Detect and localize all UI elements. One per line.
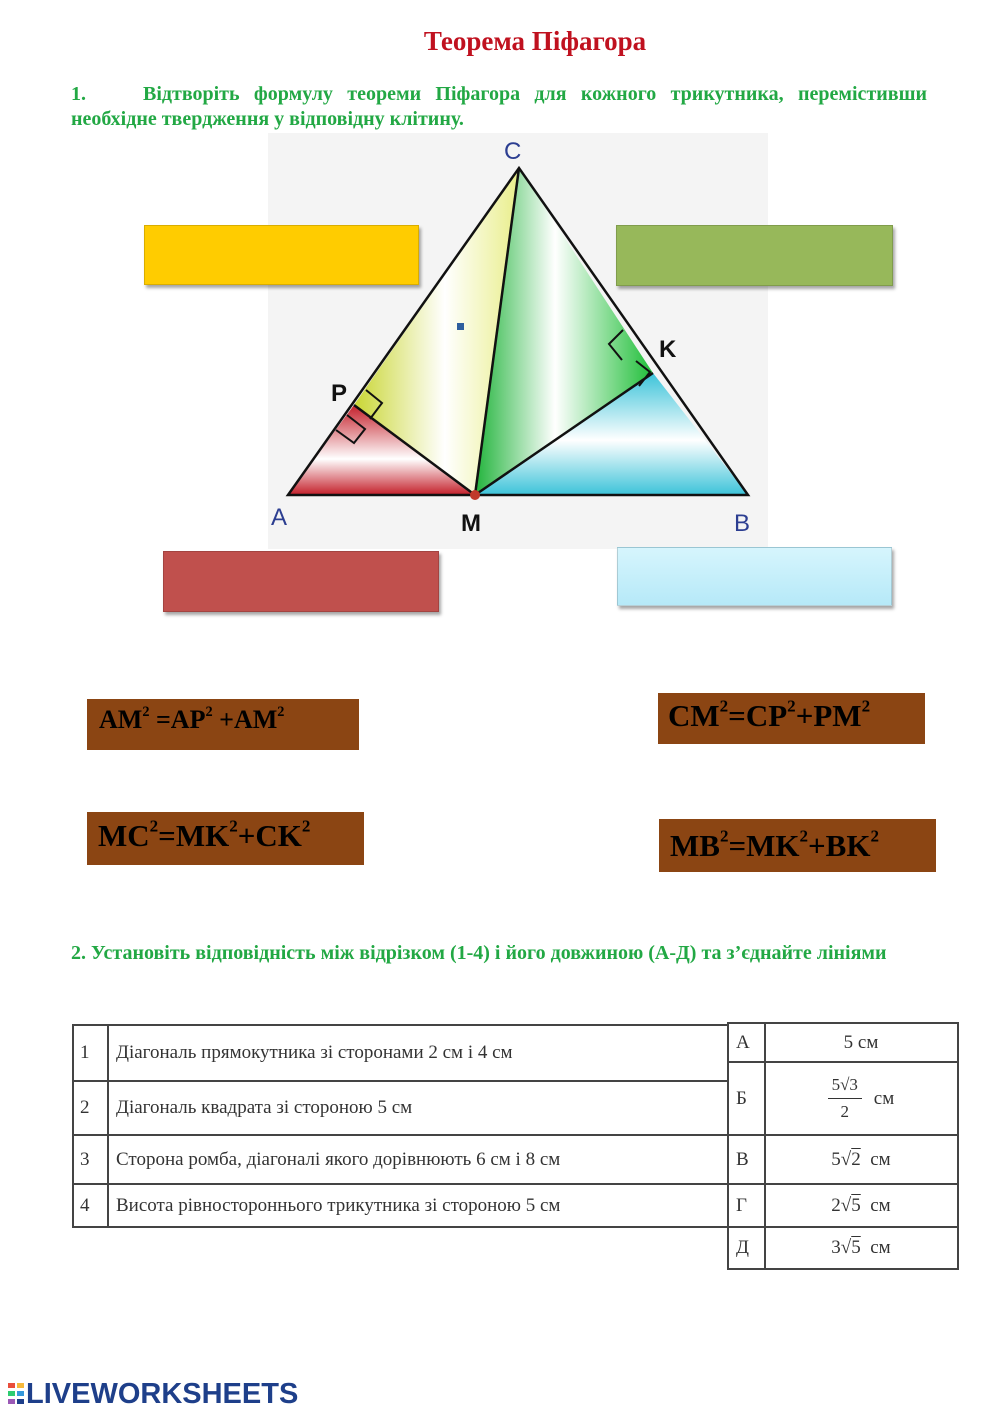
formula-tile-mc[interactable]: [87, 812, 364, 865]
formula-term: +BK: [808, 828, 871, 863]
answer-b-unit: см: [873, 1087, 895, 1109]
answer-d-letter: Д: [736, 1237, 749, 1258]
formula-exponent: 2: [301, 816, 311, 836]
formula-exponent: 2: [719, 696, 729, 716]
answer-v-value: [766, 1136, 956, 1183]
answer-g-coef: 2: [831, 1194, 841, 1216]
formula-exponent: 2: [205, 703, 213, 720]
formula-tile-mb[interactable]: [659, 819, 936, 872]
answer-b-letter: Б: [736, 1087, 747, 1109]
label-m: M: [461, 510, 481, 537]
formula-exponent: 2: [277, 703, 285, 720]
label-a: A: [271, 504, 288, 531]
page-title: Теорема Піфагора: [423, 26, 647, 56]
answer-d-coef: 3: [831, 1237, 841, 1258]
marker-dot: [457, 323, 464, 330]
fraction: [828, 1075, 862, 1122]
row-3-text: Сторона ромба, діагоналі якого дорівнюють 6 см і 8 см: [116, 1148, 561, 1170]
row-2-number: 2: [80, 1097, 90, 1118]
task-1-number: 1.: [71, 83, 86, 105]
label-p: P: [331, 380, 348, 407]
formula-term: CM: [668, 698, 720, 733]
formula-exponent: 2: [787, 696, 796, 716]
answer-a-value: 5 см: [843, 1031, 879, 1053]
task-1-text: Відтворіть формулу теореми Піфагора для кожного трикутника, перемістивши необхідне твердження у відповідну клітину.: [71, 83, 927, 130]
row-1-number: 1: [80, 1042, 90, 1063]
formula-term: AM: [99, 705, 143, 734]
logo-text: LIVEWORKSHEETS: [26, 1378, 299, 1410]
formula-term: =MK: [728, 828, 800, 863]
task-2-instructions: 2. Установіть відповідність між відрізком (1-4) і його довжиною (А-Д) та з’єднайте лініями: [71, 942, 887, 964]
answer-g-radicand: 5: [851, 1194, 861, 1216]
answer-d-value: [766, 1228, 956, 1268]
drop-zone-green[interactable]: [616, 225, 893, 286]
formula-tile-am[interactable]: [87, 699, 359, 750]
liveworksheets-logo[interactable]: [8, 1378, 298, 1411]
label-b: B: [734, 510, 751, 537]
drop-zone-red[interactable]: [163, 551, 439, 612]
fraction-numerator: 5√3: [831, 1075, 858, 1094]
triangle-figure: [268, 133, 768, 549]
formula-term: =MK: [158, 818, 230, 853]
logo-grid-icon: [8, 1383, 24, 1405]
answer-v-coef: 5: [831, 1148, 841, 1170]
formula-exponent: 2: [719, 826, 729, 846]
formula-term: =AP: [149, 705, 206, 734]
sqrt-icon: √: [840, 1237, 852, 1258]
row-4-text: Висота рівностороннього трикутника зі стороною 5 см: [116, 1194, 561, 1216]
answer-d-radicand: 5: [851, 1237, 861, 1258]
answer-b-value: [766, 1063, 956, 1134]
answer-d-unit: см: [870, 1237, 891, 1258]
formula-term: MB: [670, 828, 720, 863]
formula-tile-cm[interactable]: [658, 693, 925, 744]
drop-zone-blue[interactable]: [617, 547, 892, 606]
answer-g-value: [766, 1185, 956, 1226]
formula-exponent: 2: [142, 703, 150, 720]
formula-exponent: 2: [861, 696, 871, 716]
fraction-denominator: 2: [840, 1102, 850, 1121]
answer-v-letter: В: [736, 1148, 749, 1170]
sqrt-icon: √: [840, 1194, 852, 1216]
row-4-number: 4: [80, 1194, 90, 1216]
point-m: [470, 490, 480, 500]
row-3-number: 3: [80, 1148, 90, 1170]
fraction-bar: [828, 1098, 862, 1099]
formula-exponent: 2: [870, 826, 879, 846]
answer-g-unit: см: [870, 1194, 891, 1216]
formula-exponent: 2: [799, 826, 809, 846]
answer-v-unit: см: [870, 1148, 891, 1170]
formula-term: +AM: [212, 705, 278, 734]
row-2-text: Діагональ квадрата зі стороною 5 см: [116, 1097, 413, 1118]
sqrt-icon: √: [840, 1148, 852, 1170]
row-1-text: Діагональ прямокутника зі сторонами 2 см і 4 см: [116, 1042, 513, 1063]
label-c: C: [504, 138, 522, 165]
task-1-instructions: [71, 82, 927, 132]
formula-term: =CP: [728, 698, 788, 733]
formula-term: MC: [98, 818, 150, 853]
answer-v-radicand: 2: [851, 1148, 861, 1170]
formula-exponent: 2: [229, 816, 238, 836]
formula-term: +PM: [795, 698, 862, 733]
label-k: K: [659, 336, 677, 363]
answer-a-letter: А: [736, 1031, 750, 1053]
formula-exponent: 2: [149, 816, 159, 836]
answer-g-letter: Г: [736, 1194, 747, 1216]
drop-zone-yellow[interactable]: [144, 225, 419, 285]
matching-table: [72, 1020, 960, 1270]
formula-term: +CK: [237, 818, 302, 853]
